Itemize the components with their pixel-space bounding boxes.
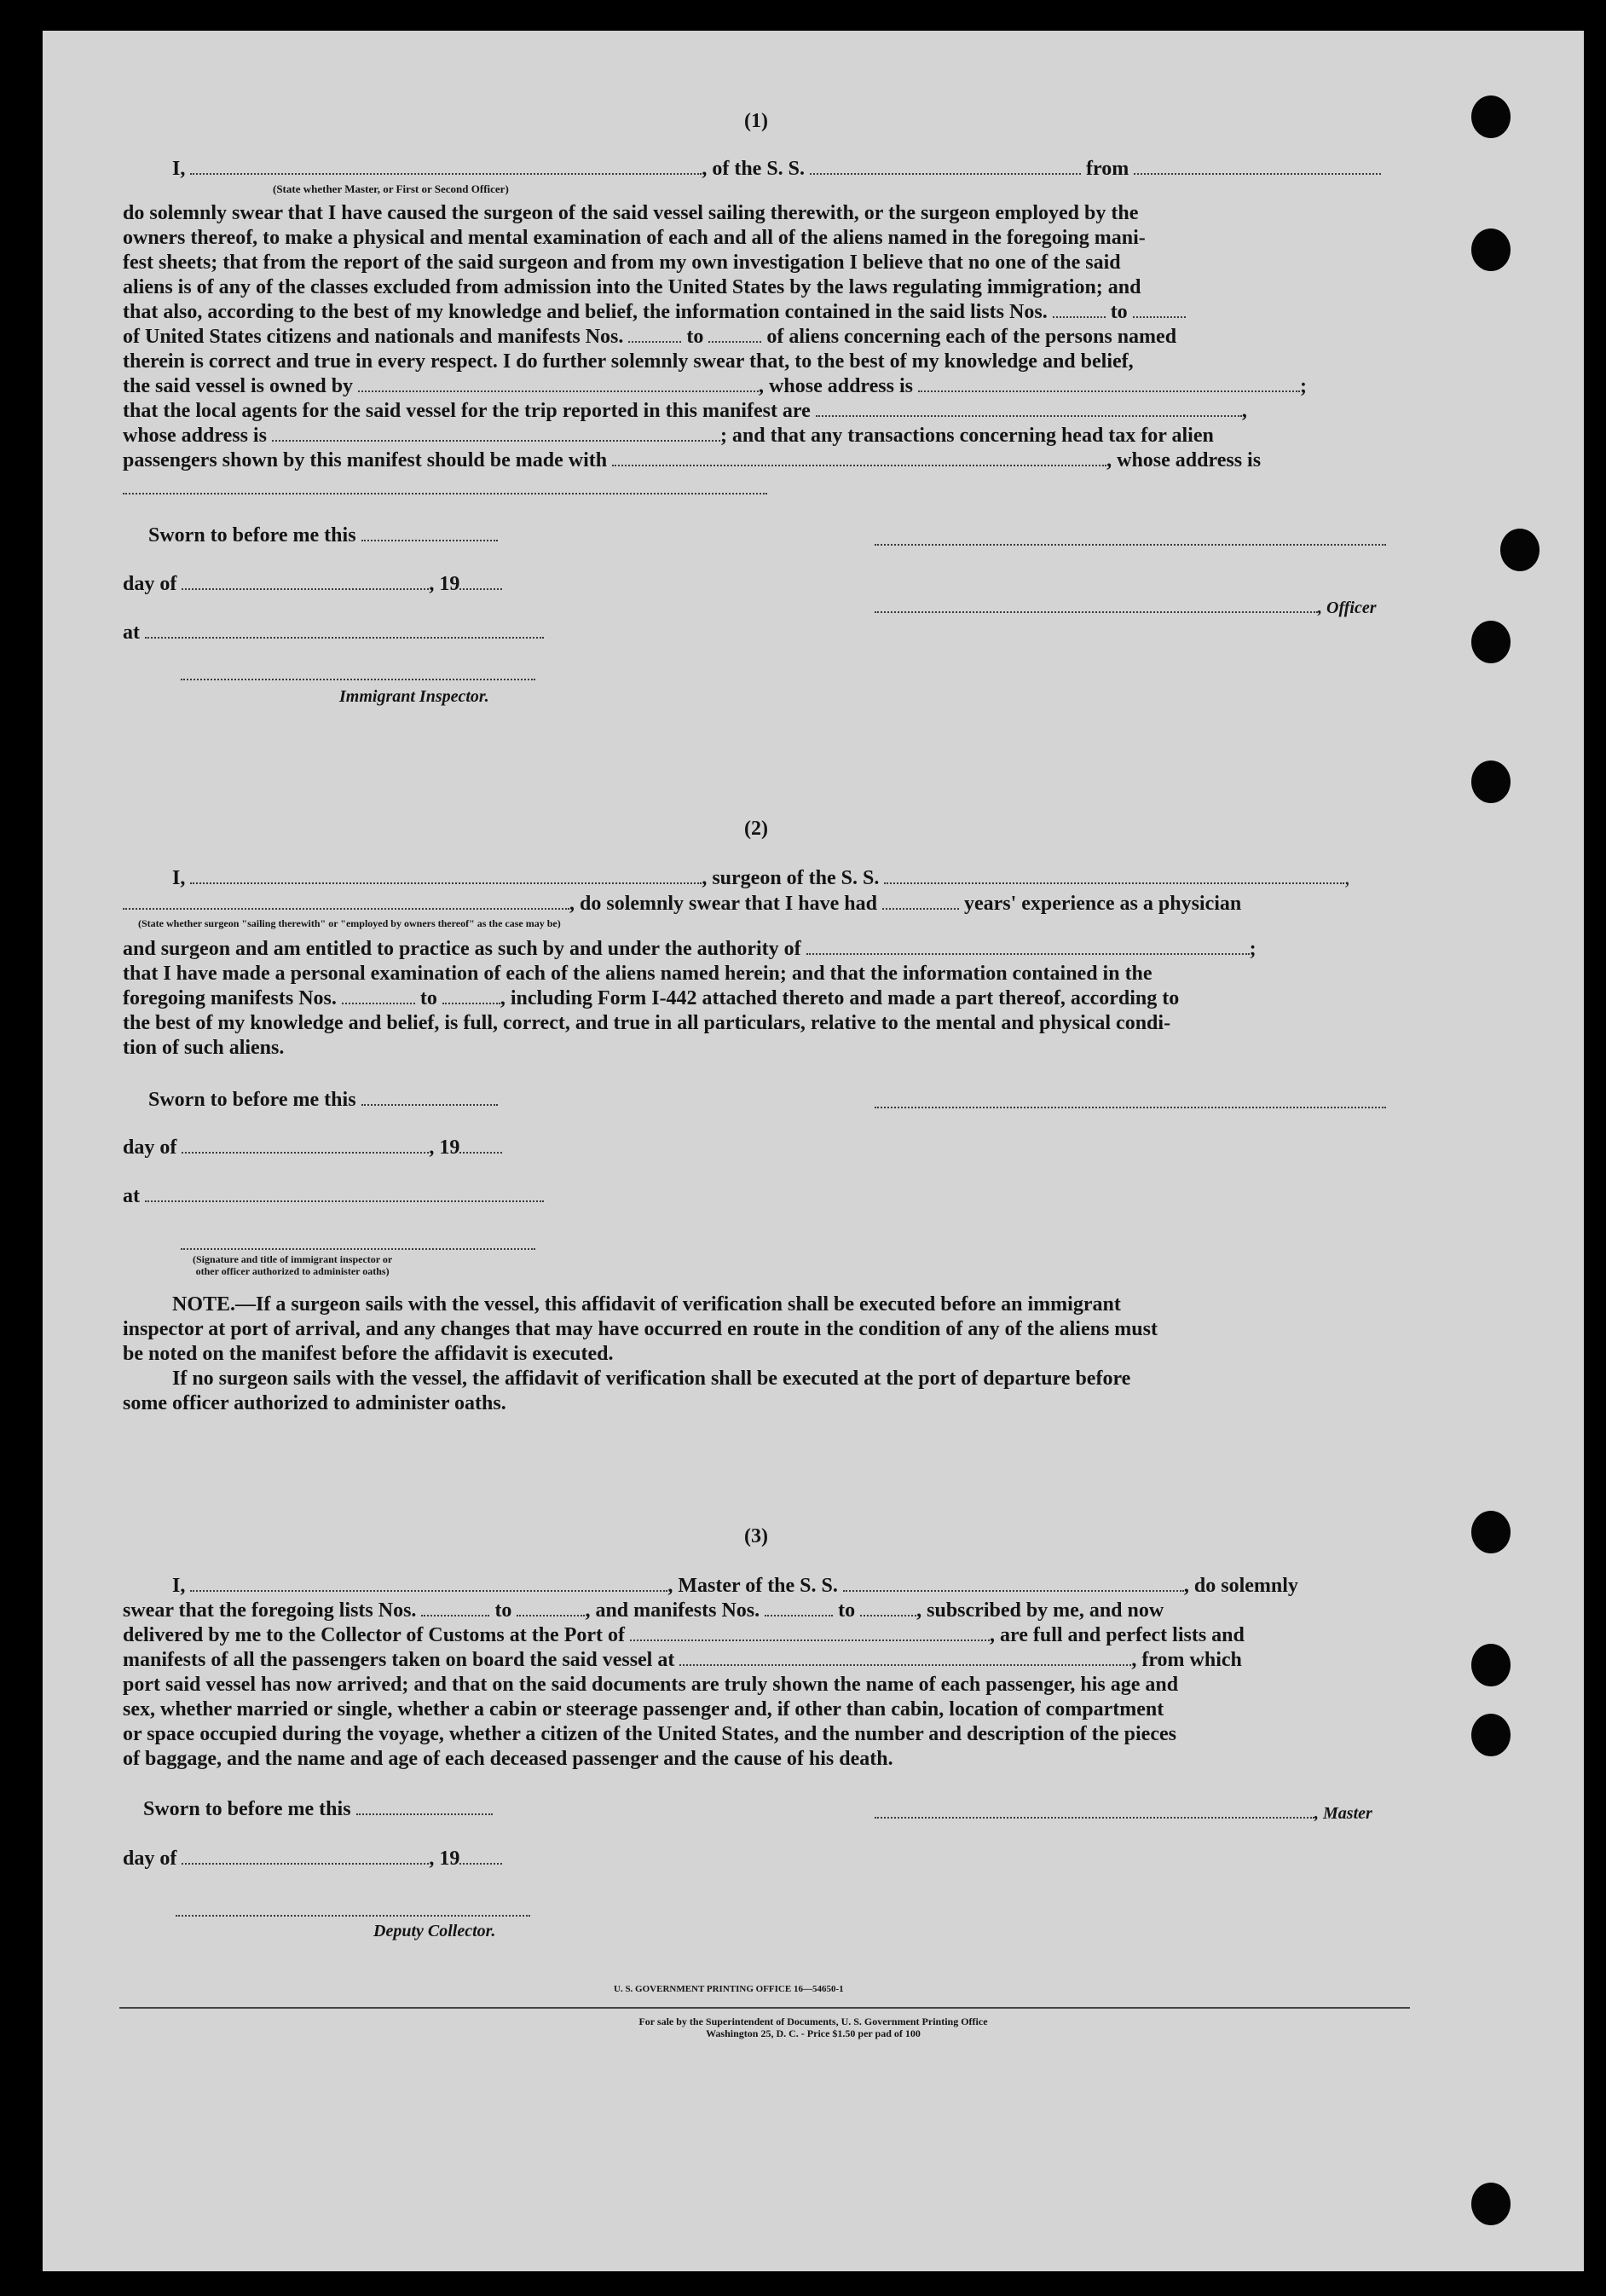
s3-manifests-to-field[interactable] [860, 1599, 916, 1616]
form-page [43, 31, 1584, 2271]
s2-note-line-5: some officer authorized to administer oaths. [123, 1392, 506, 1414]
s3-vessel-field[interactable] [843, 1575, 1184, 1592]
gpo-imprint: U. S. GOVERNMENT PRINTING OFFICE 16—54650-1 [614, 1984, 844, 1994]
s1-lists-from-field[interactable] [1053, 301, 1106, 318]
s1-officer: , Officer [875, 595, 1377, 621]
s2-line-5: foregoing manifests Nos. to , including Form I-442 attached thereto and made a part thereof, according to [123, 987, 1180, 1009]
owner-field[interactable] [358, 375, 759, 392]
footer-rule [119, 2007, 1410, 2009]
s3-line-8: of baggage, and the name and age of each deceased passenger and the cause of his death. [123, 1748, 893, 1770]
punch-hole [1471, 761, 1511, 803]
s3-line-2: swear that the foregoing lists Nos. to , and manifests Nos. to , subscribed by me, and now [123, 1599, 1164, 1622]
s2-at-field[interactable] [145, 1185, 544, 1202]
s2-sworn-date-field[interactable] [361, 1089, 498, 1106]
s3-sworn: Sworn to before me this [143, 1797, 493, 1822]
local-agents-field[interactable] [816, 400, 1242, 417]
port-from-field[interactable] [1134, 158, 1381, 175]
master-name-field[interactable] [190, 1575, 667, 1592]
vessel-name-field[interactable] [810, 158, 1081, 175]
s1-manifests-to-field[interactable] [708, 326, 761, 343]
s3-collector-signature-line[interactable] [176, 1915, 530, 1917]
s3-lists-to-field[interactable] [517, 1599, 585, 1616]
s1-officer-title-field[interactable] [875, 596, 1318, 613]
punch-hole [1471, 1644, 1511, 1686]
s3-sworn-date-field[interactable] [356, 1798, 493, 1815]
s3-line-1: I, , Master of the S. S. , do solemnly [172, 1575, 1298, 1597]
s3-line-3: delivered by me to the Collector of Customs at the Port of , are full and perfect lists and [123, 1624, 1245, 1646]
s3-line-6: sex, whether married or single, whether a cabin or steerage passenger and, if other than cabin, location of compartment [123, 1698, 1164, 1721]
surgeon-status-field[interactable] [123, 893, 569, 910]
section-3-number: (3) [744, 1525, 768, 1547]
s1-inspector-signature-line[interactable] [181, 679, 535, 680]
punch-hole [1471, 1511, 1511, 1553]
s2-line-3: and surgeon and am entitled to practice as such by and under the authority of ; [123, 938, 1256, 960]
s2-line-7: tion of such aliens. [123, 1037, 285, 1059]
s2-inspector-signature-line[interactable] [181, 1248, 535, 1250]
s1-sworn: Sworn to before me this [148, 523, 498, 548]
s1-year-field[interactable] [459, 573, 502, 590]
sale-notice: For sale by the Superintendent of Documents, U. S. Government Printing Office Washington 25, D. C. - Price $1.50 per pad of 100 [638, 2016, 988, 2039]
s1-line-6: that also, according to the best of my knowledge and belief, the information contained in the said lists Nos. to [123, 300, 1186, 325]
s1-line-10: that the local agents for the said vessel for the trip reported in this manifest are , [123, 400, 1247, 422]
head-tax-party-field[interactable] [612, 449, 1106, 466]
agents-address-field[interactable] [272, 425, 720, 442]
s2-line-6: the best of my knowledge and belief, is full, correct, and true in all particulars, relative to the mental and physical condi- [123, 1012, 1171, 1034]
s2-surgeon-signature-line[interactable] [875, 1107, 1386, 1108]
s1-officer-note: (State whether Master, or First or Second Officer) [273, 182, 509, 195]
s1-line-4: fest sheets; that from the report of the said surgeon and from my own investigation I believe that no one of the said [123, 252, 1121, 274]
surgeon-name-field[interactable] [190, 867, 702, 884]
s2-signature-note: (Signature and title of immigrant inspector or other officer authorized to administer oaths) [193, 1253, 393, 1277]
s1-sworn-date-field[interactable] [361, 524, 498, 541]
s1-line-9: the said vessel is owned by , whose address is ; [123, 375, 1307, 397]
s1-line-3: owners thereof, to make a physical and mental examination of each and all of the aliens named in the foregoing mani- [123, 227, 1146, 249]
port-of-field[interactable] [630, 1624, 990, 1641]
s1-dayof: day of , 19 [123, 572, 502, 597]
s3-dayof: day of , 19 [123, 1847, 502, 1871]
s3-line-5: port said vessel has now arrived; and that on the said documents are truly shown the name of each passenger, his age and [123, 1674, 1179, 1696]
s2-surgeon-note: (State whether surgeon "sailing therewith" or "employed by owners thereof" as the case may be) [138, 917, 561, 929]
port-taken-aboard-field[interactable] [679, 1649, 1131, 1666]
head-tax-address-field[interactable] [123, 493, 767, 494]
punch-hole [1471, 621, 1511, 663]
s2-manifests-from-field[interactable] [342, 987, 415, 1004]
officer-rank-field[interactable] [190, 158, 702, 175]
s2-day-field[interactable] [182, 1136, 429, 1154]
section-1-number: (1) [744, 110, 768, 132]
s2-sworn: Sworn to before me this [148, 1088, 498, 1113]
punch-hole [1471, 95, 1511, 138]
s2-note-line-3: be noted on the manifest before the affidavit is executed. [123, 1343, 614, 1365]
s1-manifests-from-field[interactable] [628, 326, 681, 343]
s3-line-4: manifests of all the passengers taken on board the said vessel at , from which [123, 1649, 1242, 1671]
s2-line-4: that I have made a personal examination of each of the aliens named herein; and that the information contained in the [123, 963, 1153, 985]
s1-officer-signature-line[interactable] [875, 544, 1386, 546]
s3-day-field[interactable] [182, 1848, 429, 1865]
s2-note-line-2: inspector at port of arrival, and any changes that may have occurred en route in the condition of any of the aliens must [123, 1318, 1158, 1340]
punch-hole [1471, 2183, 1511, 2225]
s1-at: at [123, 621, 544, 645]
authority-field[interactable] [806, 938, 1250, 955]
s1-line-8: therein is correct and true in every respect. I do further solemnly swear that, to the best of my knowledge and belief, [123, 350, 1134, 373]
s1-day-field[interactable] [182, 573, 429, 590]
s3-deputy-label: Deputy Collector. [373, 1922, 496, 1940]
s3-master-signature-field[interactable] [875, 1802, 1314, 1819]
s2-manifests-to-field[interactable] [442, 987, 500, 1004]
s2-line-1: I, , surgeon of the S. S. , [172, 867, 1350, 889]
s1-at-field[interactable] [145, 622, 544, 639]
s3-line-7: or space occupied during the voyage, whether a citizen of the United States, and the number and description of the pieces [123, 1723, 1176, 1745]
s3-year-field[interactable] [459, 1848, 502, 1865]
s1-line-7: of United States citizens and nationals and manifests Nos. to of aliens concerning each of the persons named [123, 326, 1177, 348]
s2-note-line-1: NOTE.—If a surgeon sails with the vessel, this affidavit of verification shall be executed before an immigrant [172, 1293, 1121, 1316]
s3-master: , Master [875, 1801, 1372, 1826]
s1-line-12: passengers shown by this manifest should be made with , whose address is [123, 449, 1262, 471]
years-experience-field[interactable] [882, 893, 959, 910]
s2-line-2: , do solemnly swear that I have had years' experience as a physician [123, 892, 1241, 917]
s2-note-line-4: If no surgeon sails with the vessel, the affidavit of verification shall be executed at the port of departure before [172, 1368, 1131, 1390]
punch-hole [1471, 1714, 1511, 1756]
s1-lists-to-field[interactable] [1133, 301, 1186, 318]
punch-hole [1471, 228, 1511, 271]
s3-manifests-from-field[interactable] [765, 1599, 833, 1616]
punch-hole [1500, 529, 1540, 571]
s1-line-2: do solemnly swear that I have caused the surgeon of the said vessel sailing therewith, or the surgeon employed by the [123, 202, 1139, 224]
s2-vessel-field[interactable] [884, 867, 1344, 884]
s2-dayof: day of , 19 [123, 1136, 502, 1160]
s1-line-11: whose address is ; and that any transactions concerning head tax for alien [123, 425, 1214, 447]
owner-address-field[interactable] [918, 375, 1300, 392]
s1-line-1: I, , of the S. S. from [172, 157, 1381, 182]
s3-lists-from-field[interactable] [421, 1599, 489, 1616]
s1-inspector-label: Immigrant Inspector. [339, 687, 489, 706]
section-2-number: (2) [744, 818, 768, 840]
s2-year-field[interactable] [459, 1136, 502, 1154]
s2-at: at [123, 1184, 544, 1209]
s1-line-5: aliens is of any of the classes excluded from admission into the United States by the laws regulating immigration; and [123, 276, 1141, 298]
